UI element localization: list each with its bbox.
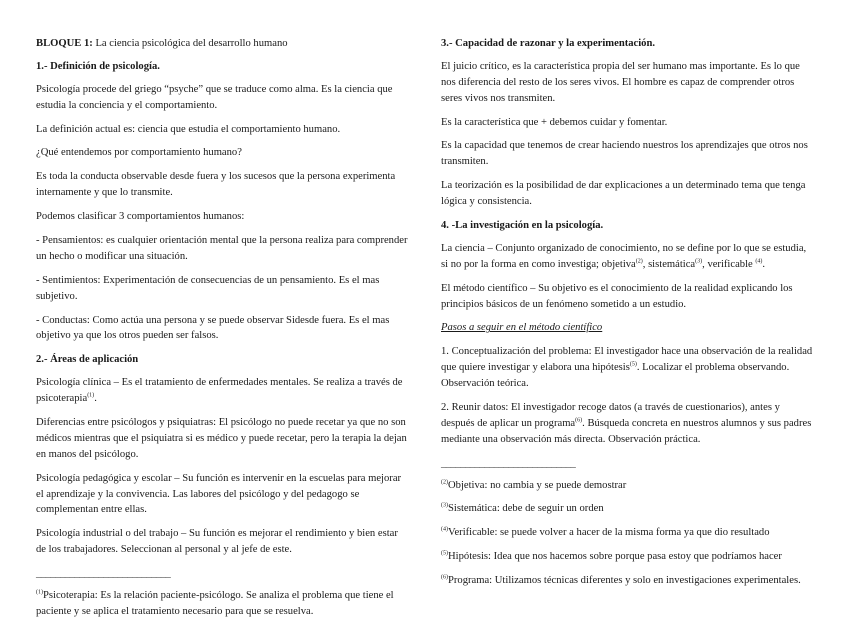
paragraph-text: Psicología clínica – Es el tratamiento de enfermedades mentales. Se realiza a través de psicoterapia (36, 377, 403, 405)
paragraph (36, 375, 408, 407)
paragraph: El método científico – Su objetivo es el conocimiento de la realidad explicando los principios básicos de un fenómeno sometido a un estudio. (441, 282, 793, 310)
section-heading-4: 4. -La investigación en la psicología. (441, 220, 604, 232)
paragraph-text: La ciencia – Conjunto organizado de conocimiento, no se define por lo que se estudia, si no por la forma en como investiga; objetiva (441, 242, 807, 270)
paragraph-text: 2. Reunir datos: El investigador recoge datos (a través de cuestionarios), antes y después de aplicar un programa (441, 402, 780, 429)
paragraph (441, 400, 813, 448)
footnote-ref: (5) (629, 361, 637, 368)
paragraph-text: . Búsqueda concreta en nuestros alumnos y sus padres mediante una observación más directa. Observación práctica. (441, 417, 812, 445)
paragraph: La teorización es la posibilidad de dar explicaciones a un determinado tema que tenga lógica y consistencia. (441, 180, 806, 208)
paragraph-text: , verificable (702, 258, 756, 270)
paragraph: Es toda la conducta observable desde fuera y los sucesos que la persona experimenta internamente y que lo transmite. (36, 171, 396, 199)
footnote-ref: (4) (755, 258, 763, 265)
footnote-ref: (3) (695, 258, 703, 265)
footnote-number: (6) (441, 574, 448, 581)
footnote-text: Psicoterapia: Es la relación paciente-psicólogo. Se analiza el problema que tiene el paciente y se aplica el tratamiento necesario para que se resuelva. (36, 590, 394, 617)
paragraph: La definición actual es: ciencia que estudia el comportamiento humano. (36, 123, 341, 135)
right-column (441, 36, 813, 597)
paragraph: - Sentimientos: Experimentación de consecuencias de un pensamiento. Es el mas subjetivo. (36, 274, 380, 302)
footnote-text: Hipótesis: Idea que nos hacemos sobre porque pasa estoy que podríamos hacer (448, 551, 782, 563)
footnote (441, 478, 813, 494)
paragraph-text: 1. Conceptualización del problema: El investigador hace una observación de la realidad que quiere investigar y elabora una hipótesis (441, 346, 813, 374)
footnote (441, 573, 813, 589)
paragraph (441, 241, 813, 273)
left-column (36, 36, 408, 628)
paragraph-text: , sistemática (642, 258, 696, 270)
paragraph: - Conductas: Como actúa una persona y se puede observar Sidesde fuera. Es el mas objetivo ya que los otros pueden ser falsos. (36, 314, 390, 342)
paragraph: Psicología procede del griego “psyche” que se traduce como alma. Es la ciencia que estudia la conciencia y el comportamiento. (36, 83, 393, 111)
paragraph: Es la característica que + debemos cuidar y fomentar. (441, 116, 668, 128)
paragraph-text: . (762, 258, 766, 270)
footnote-separator: ____________________________ (36, 568, 171, 580)
paragraph: Diferencias entre psicólogos y psiquiatras: El psicólogo no puede recetar ya que no son médicos mientras que el psiquiatra si es médico y puede recetar, pero la terapia la dejan en manos del psicólogo. (36, 417, 407, 460)
section-heading-2: 2.- Áreas de aplicación (36, 354, 139, 366)
paragraph-text: . Localizar el problema observando. Observación teórica. (441, 362, 790, 390)
section-heading-1: 1.- Definición de psicología. (36, 60, 160, 72)
subheading: Pasos a seguir en el método científico (441, 322, 603, 334)
footnote (441, 501, 813, 517)
section-heading-3: 3.- Capacidad de razonar y la experimentación. (441, 38, 656, 49)
footnote-number: (3) (441, 502, 448, 509)
footnote-text: Programa: Utilizamos técnicas diferentes y solo en investigaciones experimentales. (448, 575, 801, 587)
footnote-text: Objetiva: no cambia y se puede demostrar (448, 479, 627, 491)
paragraph-text: . (94, 393, 97, 405)
footnote (441, 525, 813, 541)
footnote-number: (4) (441, 526, 448, 533)
footnote (36, 588, 408, 620)
paragraph: Psicología industrial o del trabajo – Su función es mejorar el rendimiento y bien estar de los trabajadores. Seleccionan al personal y al jefe de este. (36, 528, 398, 556)
block-title-text: La ciencia psicológica del desarrollo humano (92, 38, 288, 49)
footnote-number: (2) (441, 479, 448, 486)
footnote-ref: (2) (635, 258, 643, 265)
footnote-text: Verificable: se puede volver a hacer de la misma forma ya que dio resultado (448, 527, 770, 539)
paragraph: Es la capacidad que tenemos de crear haciendo nuestros los aprendizajes que otros nos transmiten. (441, 140, 808, 168)
footnote (441, 549, 813, 565)
footnote-number: (1) (36, 589, 43, 596)
paragraph: El juicio crítico, es la característica propia del ser humano mas importante. Es lo que nos diferencia del resto de los seres vivos. El hombre es capaz de comprender otros seres vivos nos transmiten. (441, 60, 800, 104)
block-title (36, 36, 408, 52)
footnote-text: Sistemática: debe de seguir un orden (448, 503, 604, 515)
paragraph: Podemos clasificar 3 comportamientos humanos: (36, 211, 245, 223)
footnote-separator: ____________________________ (441, 457, 576, 469)
paragraph (441, 344, 813, 392)
paragraph: - Pensamientos: es cualquier orientación mental que la persona realiza para comprender un hecho o modificar una situación. (36, 235, 408, 262)
block-label: BLOQUE 1: (36, 38, 93, 49)
footnote-ref: (6) (575, 417, 583, 424)
paragraph: Psicología pedagógica y escolar – Su función es intervenir en la escuelas para mejorar el aprendizaje y la convivencia. Las labores del psicólogo y del pedagogo se complementan entre ellas. (36, 472, 402, 516)
footnote-ref: (1) (87, 392, 95, 399)
paragraph: ¿Qué entendemos por comportamiento humano? (36, 147, 242, 159)
footnote-number: (5) (441, 550, 448, 557)
